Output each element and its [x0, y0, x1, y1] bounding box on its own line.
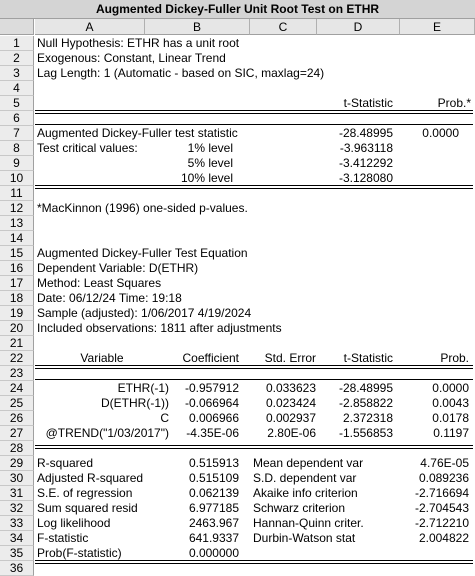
stat-left-value: 6.977185: [188, 501, 239, 515]
coef-header-t-statistic: t-Statistic: [343, 351, 393, 365]
column-header-e[interactable]: E: [400, 19, 475, 35]
method: Method: Least Squares: [37, 276, 162, 290]
stat-right-value: 4.76E-05: [420, 456, 469, 470]
select-all-corner[interactable]: [0, 19, 34, 35]
stat-right-label: Mean dependent var: [253, 456, 364, 470]
row-header[interactable]: 2: [0, 51, 34, 66]
row-header[interactable]: 28: [0, 441, 34, 456]
equation-title: Augmented Dickey-Fuller Test Equation: [37, 246, 248, 260]
column-header-a[interactable]: A: [35, 19, 145, 35]
null-hypothesis: Null Hypothesis: ETHR has a unit root: [37, 36, 240, 50]
included-observations: Included observations: 1811 after adjustments: [37, 321, 282, 335]
adf-stat-value: -28.48995: [338, 126, 393, 140]
coef-row-t-statistic: -1.556853: [338, 426, 393, 440]
window-title: Augmented Dickey-Fuller Unit Root Test on ETHR: [0, 0, 475, 19]
adf-stat-label: Augmented Dickey-Fuller test statistic: [37, 126, 238, 140]
spreadsheet-grid: [35, 36, 475, 576]
stat-left-value: 0.515109: [188, 471, 239, 485]
row-header[interactable]: 5: [0, 96, 34, 111]
stat-right-label: Schwarz criterion: [253, 501, 346, 515]
critical-level-5: 5% level: [187, 156, 233, 170]
stat-left-label: Prob(F-statistic): [37, 546, 122, 560]
coef-row-variable: @TREND("1/03/2017"): [45, 426, 169, 440]
stat-right-value: -2.716694: [414, 486, 469, 500]
coef-row-prob: 0.1197: [433, 426, 469, 440]
row-header[interactable]: 4: [0, 81, 34, 96]
row-header[interactable]: 26: [0, 411, 34, 426]
row-header[interactable]: 21: [0, 336, 34, 351]
stat-left-label: Adjusted R-squared: [37, 471, 144, 485]
row-header[interactable]: 17: [0, 276, 34, 291]
coef-header-std-error: Std. Error: [264, 351, 316, 365]
stat-right-value: -2.712210: [414, 516, 469, 530]
coef-header-coefficient: Coefficient: [182, 351, 239, 365]
column-header-d[interactable]: D: [317, 19, 400, 35]
exogenous: Exogenous: Constant, Linear Trend: [37, 51, 226, 65]
row-header[interactable]: 7: [0, 126, 34, 141]
row-header[interactable]: 29: [0, 456, 34, 471]
row-header[interactable]: 25: [0, 396, 34, 411]
row-header[interactable]: 16: [0, 261, 34, 276]
column-header-b[interactable]: B: [145, 19, 250, 35]
row-header[interactable]: 23: [0, 366, 34, 381]
coef-row-coefficient: -0.066964: [184, 396, 239, 410]
coef-header-prob: Prob.: [440, 351, 469, 365]
row-header[interactable]: 36: [0, 561, 34, 576]
stat-left-label: Sum squared resid: [37, 501, 138, 515]
coef-row-t-statistic: -28.48995: [338, 381, 393, 395]
row-header[interactable]: 18: [0, 291, 34, 306]
critical-value-1: -3.963118: [339, 141, 393, 155]
critical-values-label: Test critical values:: [37, 141, 138, 155]
stat-left-label: F-statistic: [37, 531, 89, 545]
coef-row-std-error: 0.002937: [265, 411, 316, 425]
stat-left-label: R-squared: [37, 456, 94, 470]
coef-row-coefficient: -0.957912: [184, 381, 239, 395]
coef-row-coefficient: -4.35E-06: [186, 426, 239, 440]
row-header[interactable]: 24: [0, 381, 34, 396]
dependent-variable: Dependent Variable: D(ETHR): [37, 261, 199, 275]
row-header[interactable]: 8: [0, 141, 34, 156]
row-header[interactable]: 9: [0, 156, 34, 171]
coef-row-std-error: 2.80E-06: [267, 426, 316, 440]
coef-header-variable: Variable: [80, 351, 124, 365]
row-header[interactable]: 20: [0, 321, 34, 336]
row-header[interactable]: 22: [0, 351, 34, 366]
coef-row-variable: C: [160, 411, 169, 425]
adf-stat-prob: 0.0000: [422, 126, 459, 140]
adf-col-tstat: t-Statistic: [343, 96, 393, 110]
adf-col-prob: Prob.*: [437, 96, 471, 110]
coef-row-t-statistic: 2.372318: [342, 411, 393, 425]
stat-left-value: 0.000000: [188, 546, 239, 560]
stat-right-label: Durbin-Watson stat: [253, 531, 356, 545]
row-header[interactable]: 11: [0, 186, 34, 201]
stat-right-label: S.D. dependent var: [253, 471, 357, 485]
row-header[interactable]: 31: [0, 486, 34, 501]
row-header[interactable]: 30: [0, 471, 34, 486]
row-header[interactable]: 10: [0, 171, 34, 186]
row-header[interactable]: 12: [0, 201, 34, 216]
stat-left-label: S.E. of regression: [37, 486, 133, 500]
coef-row-prob: 0.0043: [432, 396, 469, 410]
stat-left-value: 0.515913: [188, 456, 239, 470]
stat-right-value: 0.089236: [418, 471, 469, 485]
coef-row-variable: ETHR(-1): [117, 381, 169, 395]
row-header[interactable]: 34: [0, 531, 34, 546]
row-header[interactable]: 13: [0, 216, 34, 231]
column-header-c[interactable]: C: [250, 19, 317, 35]
coef-row-prob: 0.0178: [432, 411, 469, 425]
mackinnon-note: *MacKinnon (1996) one-sided p-values.: [37, 201, 248, 215]
date-time: Date: 06/12/24 Time: 19:18: [37, 291, 182, 305]
stat-left-value: 0.062139: [188, 486, 239, 500]
row-header[interactable]: 6: [0, 111, 34, 126]
stat-left-label: Log likelihood: [37, 516, 111, 530]
lag-length: Lag Length: 1 (Automatic - based on SIC, maxlag=24): [37, 66, 325, 80]
coef-row-t-statistic: -2.858822: [338, 396, 393, 410]
stat-right-value: 2.004822: [418, 531, 469, 545]
stat-right-label: Hannan-Quinn criter.: [253, 516, 364, 530]
row-header[interactable]: 32: [0, 501, 34, 516]
coef-row-variable: D(ETHR(-1)): [101, 396, 169, 410]
stat-right-value: -2.704543: [414, 501, 469, 515]
row-header[interactable]: 27: [0, 426, 34, 441]
sample: Sample (adjusted): 1/06/2017 4/19/2024: [37, 306, 252, 320]
row-header[interactable]: 15: [0, 246, 34, 261]
coef-row-coefficient: 0.006966: [188, 411, 239, 425]
critical-level-10: 10% level: [180, 171, 233, 185]
row-header[interactable]: 35: [0, 546, 34, 561]
row-header[interactable]: 14: [0, 231, 34, 246]
stat-right-label: Akaike info criterion: [253, 486, 358, 500]
stat-left-value: 641.9337: [188, 531, 239, 545]
row-header[interactable]: 1: [0, 36, 34, 51]
critical-value-5: -3.412292: [338, 156, 393, 170]
critical-value-10: -3.128080: [338, 171, 393, 185]
coef-row-prob: 0.0000: [432, 381, 469, 395]
coef-row-std-error: 0.033623: [265, 381, 316, 395]
stat-left-value: 2463.967: [188, 516, 239, 530]
row-header[interactable]: 19: [0, 306, 34, 321]
row-header[interactable]: 3: [0, 66, 34, 81]
row-header[interactable]: 33: [0, 516, 34, 531]
coef-row-std-error: 0.023424: [265, 396, 316, 410]
critical-level-1: 1% level: [187, 141, 233, 155]
